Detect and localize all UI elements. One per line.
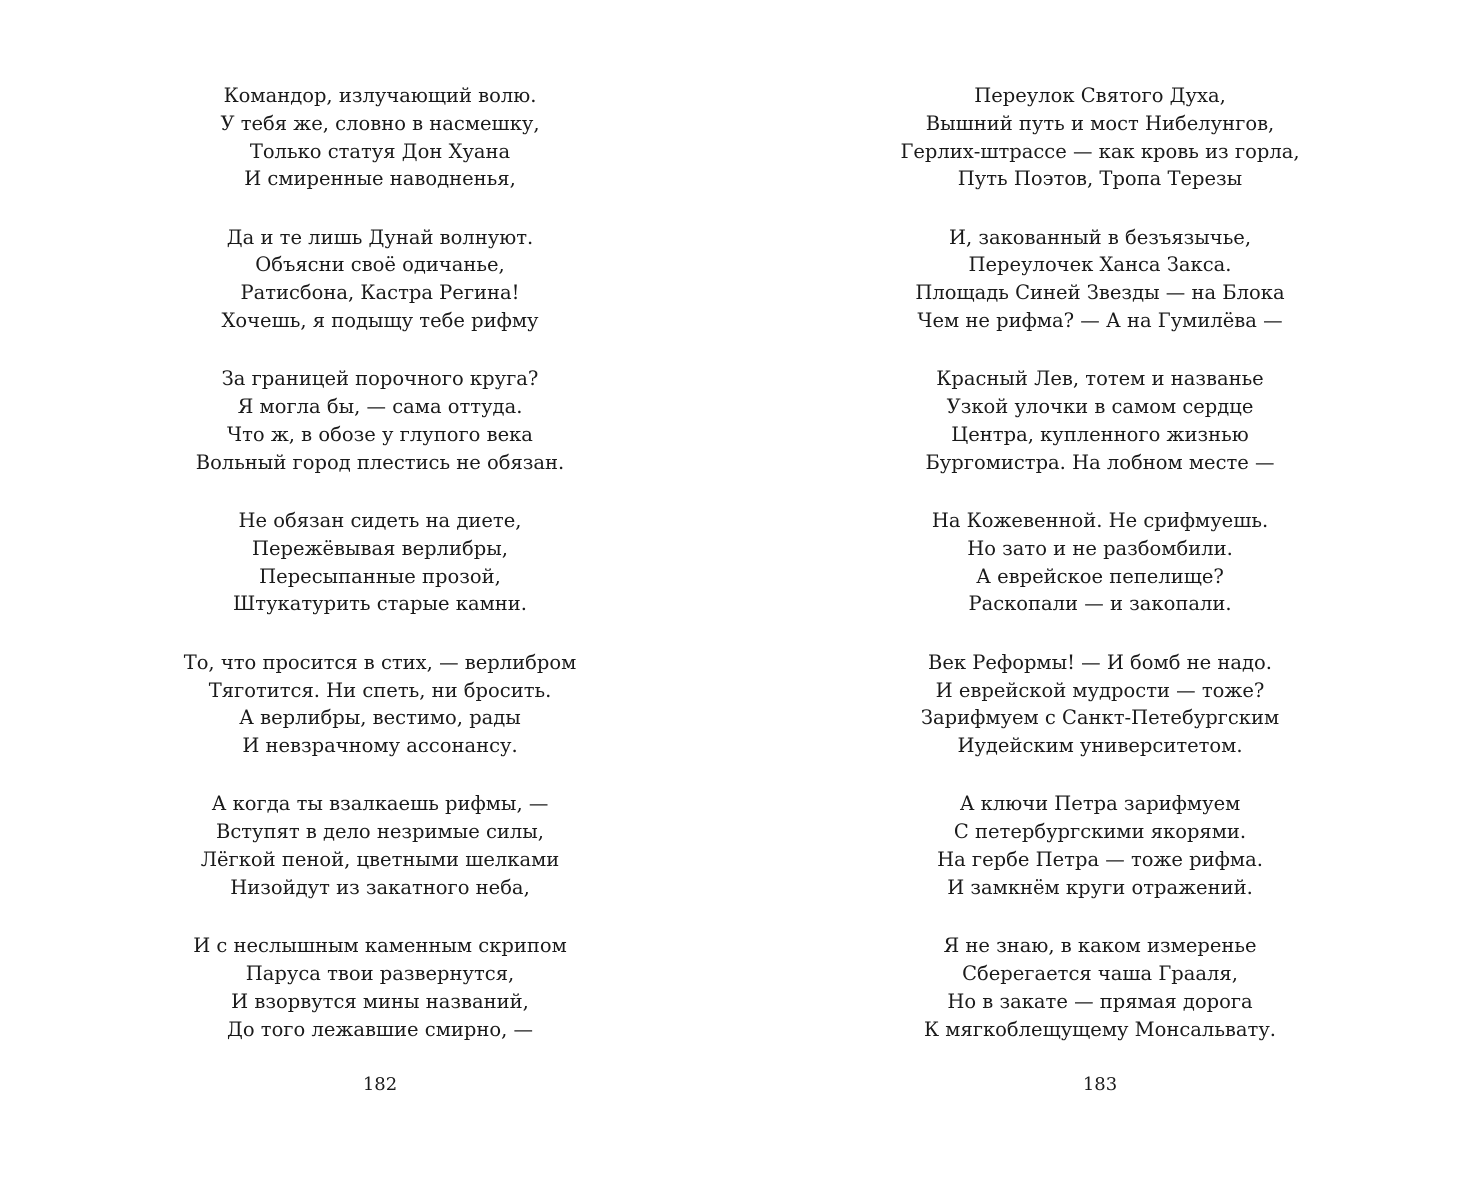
poem-line: Низойдут из закатного неба,: [230, 875, 530, 899]
poem-line: За границей порочного круга?: [221, 367, 539, 391]
poem-line: Не обязан сидеть на диете,: [238, 509, 522, 533]
poem-line: Путь Поэтов, Тропа Терезы: [957, 167, 1243, 191]
stanza: [820, 649, 1380, 760]
poem-line: Вступят в дело незримые силы,: [216, 820, 544, 844]
poem-line: Ратисбона, Кастра Регина!: [240, 281, 520, 305]
stanza: [820, 82, 1380, 193]
poem-line: Вышний путь и мост Нибелунгов,: [925, 111, 1275, 135]
poem-line: И с неслышным каменным скрипом: [193, 934, 567, 958]
poem-line: Что ж, в обозе у глупого века: [227, 422, 533, 446]
poem-line: У тебя же, словно в насмешку,: [220, 111, 540, 135]
poem-line: Хочешь, я подыщу тебе рифму: [221, 309, 539, 333]
poem-line: И еврейской мудрости — тоже?: [935, 678, 1265, 702]
stanza: [820, 932, 1380, 1043]
poem-line: Тяготится. Ни спеть, ни бросить.: [208, 678, 552, 702]
poem-line: До того лежавшие смирно, —: [226, 1017, 533, 1041]
poem-line: К мягкоблещущему Монсальвату.: [924, 1017, 1276, 1041]
stanza: [100, 932, 660, 1043]
poem-line: Я могла бы, — сама оттуда.: [237, 395, 523, 419]
poem-line: Но в закате — прямая дорога: [947, 989, 1253, 1013]
stanza: [100, 365, 660, 476]
poem-line: Да и те лишь Дунай волнуют.: [226, 225, 534, 249]
poem-line: Только статуя Дон Хуана: [249, 139, 511, 163]
page-number: 183: [1082, 1074, 1118, 1095]
poem-line: А ключи Петра зарифмуем: [959, 792, 1241, 816]
stanza: [820, 365, 1380, 476]
stanza: [820, 507, 1380, 618]
stanza: [100, 790, 660, 901]
poem-line: С петербургскими якорями.: [953, 820, 1247, 844]
poem-line: Переулочек Ханса Закса.: [968, 253, 1232, 277]
poem-line: На гербе Петра — тоже рифма.: [937, 848, 1263, 872]
poem-line: Пересыпанные прозой,: [259, 564, 501, 588]
poem-line: Иудейским университетом.: [957, 734, 1243, 758]
poem-line: Раскопали — и закопали.: [968, 592, 1232, 616]
poem-line: И смиренные наводненья,: [244, 167, 516, 191]
poem-line: Пережёвывая верлибры,: [252, 536, 508, 560]
right-page: [820, 0, 1380, 1182]
stanza: [820, 790, 1380, 901]
poem-line: Лёгкой пеной, цветными шелками: [200, 848, 560, 872]
poem-line: И взорвутся мины названий,: [231, 989, 529, 1013]
poem-line: И, закованный в безъязычье,: [948, 225, 1252, 249]
poem-line: А верлибры, вестимо, рады: [239, 706, 521, 730]
stanza: [820, 224, 1380, 335]
poem-line: То, что просится в стих, — верлибром: [183, 650, 577, 674]
stanza: [100, 82, 660, 193]
poem-line: Вольный город плестись не обязан.: [195, 450, 565, 474]
poem-line: Красный Лев, тотем и названье: [936, 367, 1264, 391]
poem-line: Чем не рифма? — А на Гумилёва —: [917, 309, 1283, 333]
poem-line: Век Реформы! — И бомб не надо.: [928, 650, 1272, 674]
poem-line: Герлих-штрассе — как кровь из горла,: [900, 139, 1300, 163]
poem-line: Переулок Святого Духа,: [974, 84, 1226, 107]
stanza: [100, 224, 660, 335]
page-number: 182: [362, 1074, 398, 1095]
poem-line: Центра, купленного жизнью: [951, 422, 1249, 446]
poem-line: Площадь Синей Звезды — на Блока: [915, 281, 1285, 305]
poem-line: На Кожевенной. Не срифмуешь.: [931, 509, 1269, 533]
poem-line: А когда ты взалкаешь рифмы, —: [211, 792, 549, 816]
poem-line: Сберегается чаша Грааля,: [962, 961, 1238, 985]
poem-line: Штукатурить старые камни.: [233, 592, 527, 616]
stanza: [100, 649, 660, 760]
poem-line: Объясни своё одичанье,: [255, 253, 505, 277]
stanza: [100, 507, 660, 618]
poem-line: Бургомистра. На лобном месте —: [925, 450, 1275, 474]
poem-line: Паруса твои развернутся,: [245, 961, 515, 985]
poem-line: Узкой улочки в самом сердце: [946, 395, 1254, 419]
poem-line: Зарифмуем с Санкт-Петебургским: [920, 706, 1280, 730]
poem-line: И замкнём круги отражений.: [947, 875, 1253, 899]
poem-line: Я не знаю, в каком измеренье: [943, 934, 1257, 958]
poem-line: Но зато и не разбомбили.: [967, 536, 1233, 560]
poem-line: И невзрачному ассонансу.: [242, 734, 518, 758]
left-page: [100, 0, 660, 1182]
left-poem: [100, 82, 660, 1074]
poem-line: Командор, излучающий волю.: [223, 84, 537, 107]
poem-line: А еврейское пепелище?: [976, 564, 1224, 588]
right-poem: [820, 82, 1380, 1074]
